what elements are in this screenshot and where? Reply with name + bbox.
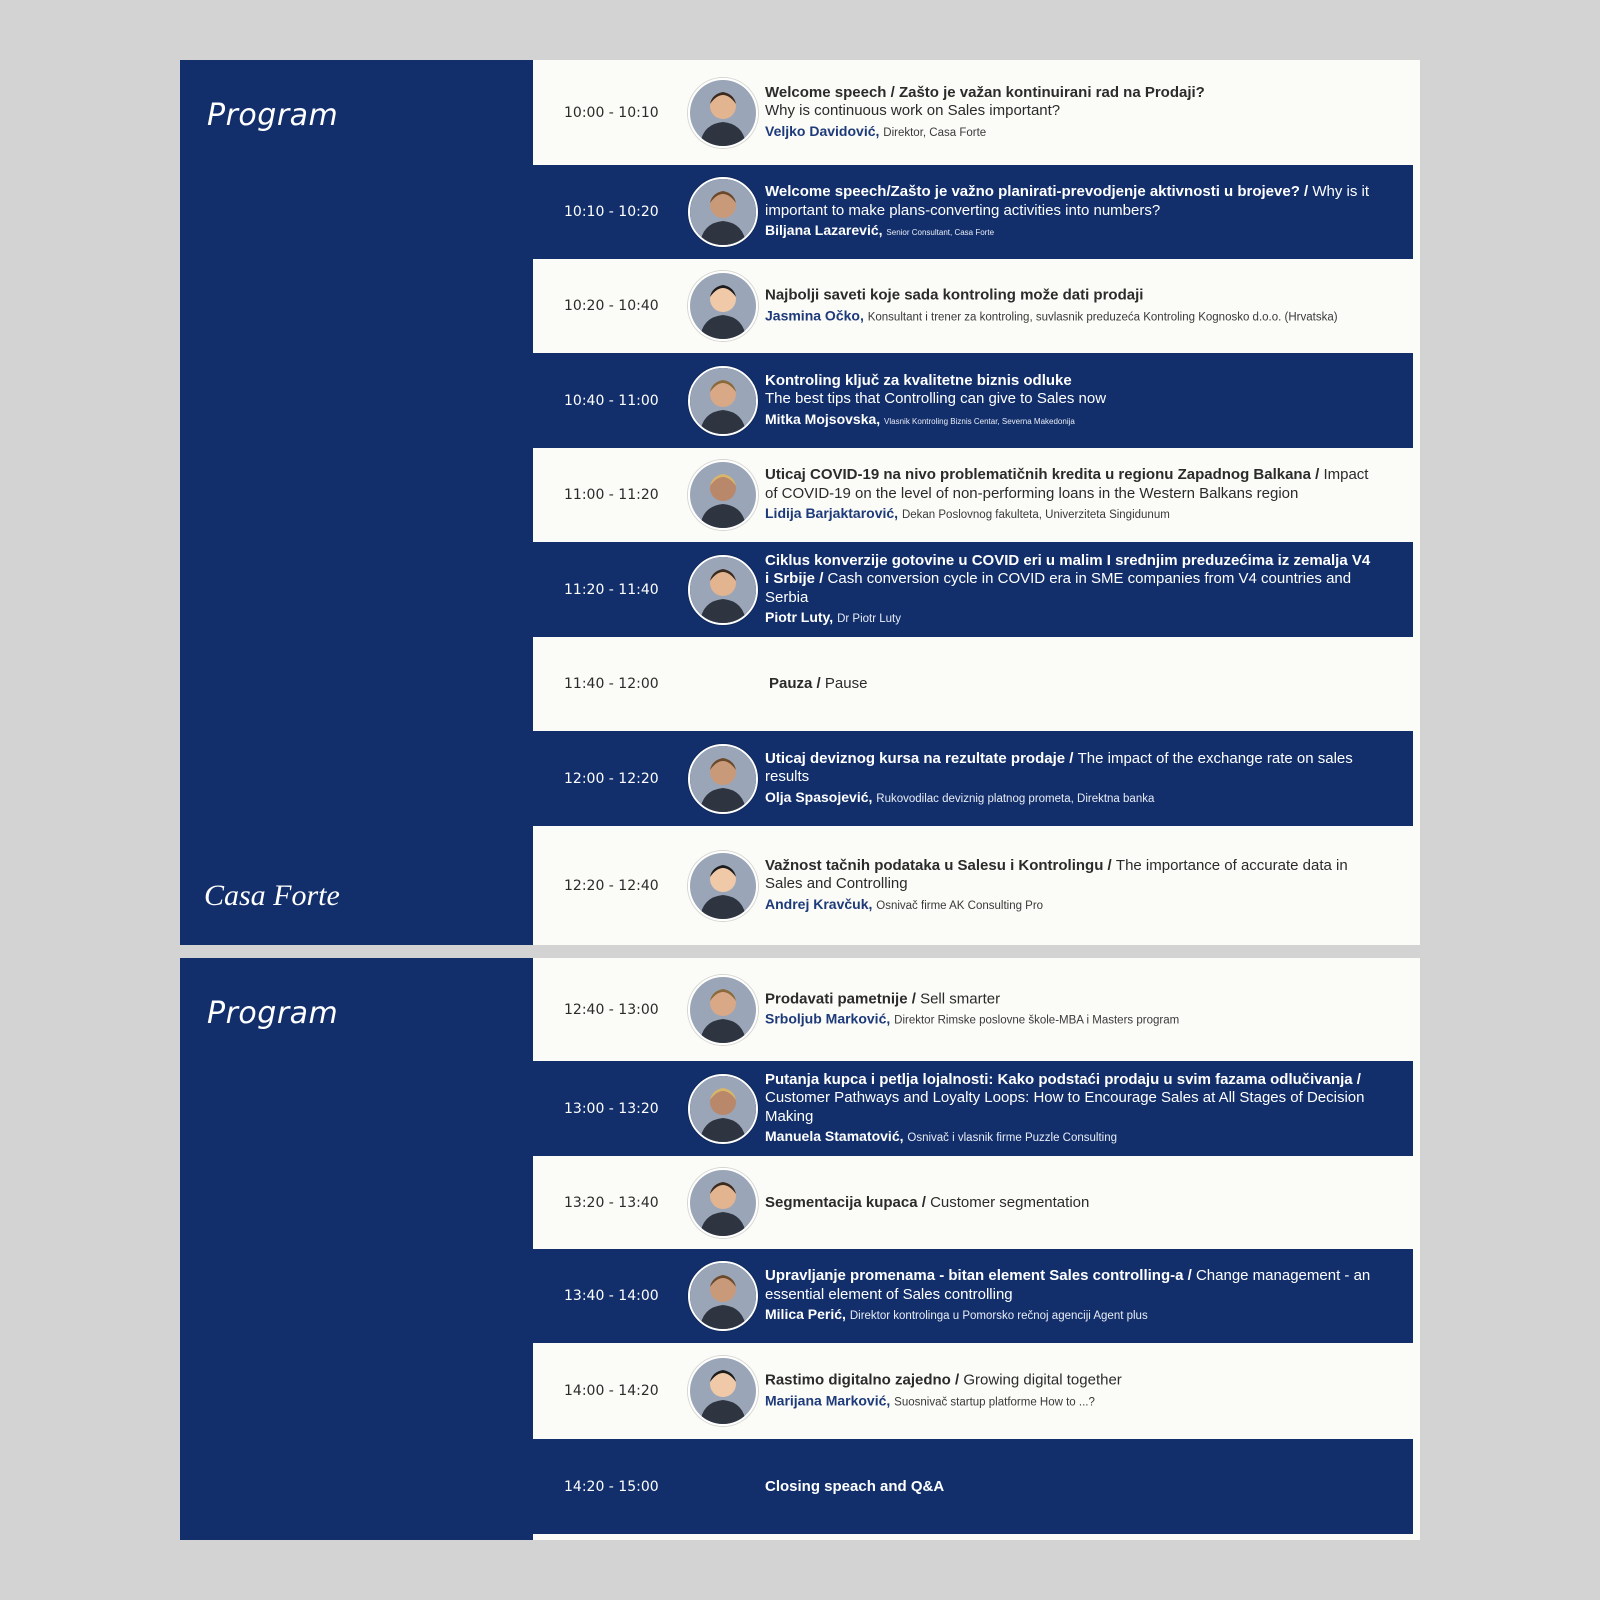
talk-title-local: Welcome speech/Zašto je važno planirati-prevodjenje aktivnosti u brojeve? — [765, 183, 1300, 200]
title-separator: / — [1183, 1267, 1196, 1284]
talk-content — [765, 857, 1373, 915]
talk-title — [765, 286, 1373, 305]
talk-title-local: Rastimo digitalno zajedno — [765, 1371, 951, 1389]
talk-content — [765, 990, 1373, 1030]
talk-title-english: Impact of COVID-19 on the level of non-performing loans in the Western Balkans region — [765, 466, 1369, 502]
talk-title — [765, 1193, 1373, 1212]
talk-content — [765, 750, 1373, 808]
talk-title-local: Putanja kupca i petlja lojalnosti: Kako podstaći prodaju u svim fazama odlučivanja — [765, 1070, 1353, 1088]
schedule-row — [533, 60, 1413, 165]
sidebar — [180, 958, 533, 1540]
program-title: Program — [207, 996, 339, 1031]
talk-title-english: Growing digital together — [963, 1371, 1122, 1389]
talk-content — [765, 466, 1373, 524]
talk-title — [765, 990, 1373, 1009]
schedule-row — [533, 1439, 1413, 1534]
talk-title-local: Prodavati pametnije — [765, 989, 908, 1007]
talk-content — [765, 372, 1373, 430]
talk-title-local: Upravljanje promenama - bitan element Sales controlling-a — [765, 1267, 1184, 1284]
time-slot: 13:40 - 14:00 — [564, 1288, 659, 1304]
time-slot: 10:20 - 10:40 — [564, 298, 659, 314]
program-panel-1 — [180, 60, 1420, 945]
schedule-row — [533, 165, 1413, 259]
talk-title — [765, 857, 1373, 894]
avatar-icon — [688, 366, 758, 436]
speaker-role: Direktor, Casa Forte — [883, 126, 987, 139]
avatar-icon — [688, 1168, 758, 1238]
talk-content — [765, 183, 1373, 241]
talk-title-local: Segmentacija kupaca — [765, 1193, 918, 1211]
talk-title — [769, 675, 1373, 694]
schedule-row — [533, 1156, 1413, 1249]
time-slot: 13:00 - 13:20 — [564, 1100, 659, 1117]
time-slot: 11:20 - 11:40 — [564, 581, 659, 598]
talk-title-english: The importance of accurate data in Sales and Controlling — [765, 856, 1348, 892]
schedule-row — [533, 958, 1413, 1061]
talk-content — [765, 84, 1373, 142]
talk-content — [765, 1267, 1373, 1325]
talk-content — [765, 551, 1373, 628]
talk-title-english: Customer segmentation — [930, 1193, 1090, 1211]
speaker — [765, 1010, 1373, 1029]
avatar-icon — [688, 78, 758, 148]
talk-content — [765, 286, 1373, 326]
brand-name: Casa Forte — [204, 879, 340, 912]
speaker — [765, 222, 1373, 241]
program-panel-2 — [180, 958, 1420, 1540]
avatar-icon — [688, 1261, 758, 1331]
talk-title-local: Ciklus konverzije gotovine u COVID eri u malim I srednjim preduzećima iz zemalja V4 i Srbije — [765, 551, 1371, 587]
speaker — [765, 123, 1373, 142]
speaker-role: Vlasnik Kontroling Biznis Centar, Severna Makedonija — [884, 416, 1075, 426]
time-slot: 14:00 - 14:20 — [564, 1383, 659, 1399]
speaker — [765, 896, 1373, 915]
speaker-name: Mitka Mojsovska, — [765, 410, 881, 427]
speaker — [765, 411, 1373, 430]
speaker-role: Osnivač i vlasnik firme Puzzle Consulting — [907, 1131, 1118, 1144]
speaker-role: Dr Piotr Luty — [837, 612, 901, 625]
schedule-row — [533, 1343, 1413, 1439]
time-slot: 13:20 - 13:40 — [564, 1194, 659, 1211]
talk-title — [765, 84, 1373, 121]
talk-title-english: Customer Pathways and Loyalty Loops: How to Encourage Sales at All Stages of Decision Making — [765, 1088, 1365, 1125]
talk-title — [765, 551, 1373, 607]
speaker — [765, 307, 1373, 326]
speaker-role: Suosnivač startup platforme How to ...? — [894, 1395, 1095, 1408]
time-slot: 12:00 - 12:20 — [564, 770, 659, 787]
talk-title-local: Pauza — [769, 674, 813, 692]
talk-title — [765, 1267, 1373, 1304]
speaker-role: Direktor kontrolinga u Pomorsko rečnoj agenciji Agent plus — [849, 1310, 1148, 1322]
avatar-icon — [688, 460, 758, 530]
speaker-name: Piotr Luty, — [765, 608, 834, 625]
schedule-row — [533, 826, 1413, 945]
avatar-icon — [688, 975, 758, 1045]
talk-content — [769, 675, 1373, 694]
avatar-icon — [688, 1356, 758, 1426]
title-separator: / — [1299, 183, 1313, 200]
avatar-icon — [688, 744, 758, 814]
talk-title-english: Sell smarter — [920, 989, 1001, 1007]
talk-subtitle: The best tips that Controlling can give to Sales now — [765, 390, 1107, 407]
schedule-row — [533, 1249, 1413, 1343]
time-slot: 10:10 - 10:20 — [564, 204, 659, 220]
speaker-role: Dekan Poslovnog fakulteta, Univerziteta Singidunum — [901, 509, 1170, 521]
talk-title — [765, 1070, 1373, 1126]
avatar-icon — [688, 851, 758, 921]
speaker-name: Lidija Barjaktarović, — [765, 505, 899, 521]
avatar-icon — [688, 177, 758, 247]
speaker-role: Konsultant i trener za kontroling, suvlasnik preduzeća Kontroling Kognosko d.o.o. (Hrvatska) — [867, 310, 1338, 323]
talk-title-local: Welcome speech / Zašto je važan kontinuirani rad na Prodaji? — [765, 83, 1205, 101]
talk-content — [765, 1193, 1373, 1212]
program-title: Program — [207, 98, 339, 133]
schedule-row — [533, 353, 1413, 448]
speaker — [765, 609, 1373, 628]
talk-title — [765, 466, 1373, 503]
title-separator: / — [917, 1193, 931, 1211]
title-separator: / — [1352, 1070, 1361, 1088]
title-separator: / — [812, 674, 825, 692]
talk-content — [765, 1371, 1373, 1411]
speaker-name: Manuela Stamatović, — [765, 1127, 904, 1144]
talk-title — [765, 1477, 1373, 1496]
speaker — [765, 505, 1373, 524]
talk-content — [765, 1070, 1373, 1147]
schedule-row — [533, 1061, 1413, 1156]
speaker-role: Direktor Rimske poslovne škole-MBA i Masters program — [894, 1014, 1180, 1027]
sidebar — [180, 60, 533, 945]
speaker-role: Rukovodilac deviznig platnog prometa, Direktna banka — [876, 792, 1155, 805]
talk-title-local: Uticaj deviznog kursa na rezultate prodaje — [765, 749, 1066, 767]
speaker-name: Biljana Lazarević, — [765, 222, 883, 238]
speaker — [765, 789, 1373, 808]
talk-title-local: Najbolji saveti koje sada kontroling može dati prodaji — [765, 286, 1144, 304]
talk-title — [765, 750, 1373, 787]
title-separator: / — [1103, 856, 1116, 874]
speaker — [765, 1392, 1373, 1411]
schedule-row — [533, 448, 1413, 542]
time-slot: 12:40 - 13:00 — [564, 1001, 659, 1018]
talk-content — [765, 1477, 1373, 1496]
time-slot: 12:20 - 12:40 — [564, 877, 659, 894]
speaker-name: Marijana Marković, — [765, 1391, 891, 1408]
talk-title-english: Pause — [824, 674, 868, 692]
speaker-name: Srboljub Marković, — [765, 1010, 891, 1027]
time-slot: 11:40 - 12:00 — [564, 676, 659, 692]
talk-title — [765, 1371, 1373, 1390]
talk-title — [765, 372, 1373, 409]
time-slot: 10:00 - 10:10 — [564, 104, 659, 121]
time-slot: 11:00 - 11:20 — [564, 487, 659, 503]
talk-title-local: Kontroling ključ za kvalitetne biznis odluke — [765, 371, 1072, 389]
talk-title-local: Closing speach and Q&A — [765, 1477, 945, 1495]
title-separator: / — [1065, 749, 1078, 767]
schedule-row — [533, 259, 1413, 353]
talk-title-english: Why is it important to make plans-converting activities into numbers? — [765, 183, 1370, 219]
time-slot: 14:20 - 15:00 — [564, 1478, 659, 1495]
speaker-name: Veljko Davidović, — [765, 122, 880, 139]
time-slot: 10:40 - 11:00 — [564, 392, 659, 409]
title-separator: / — [950, 1371, 964, 1389]
talk-title-english: Cash conversion cycle in COVID era in SME companies from V4 countries and Serbia — [765, 569, 1352, 606]
title-separator: / — [1310, 466, 1324, 483]
speaker-name: Andrej Kravčuk, — [765, 895, 873, 912]
talk-subtitle: Why is continuous work on Sales important? — [765, 102, 1061, 119]
speaker-role: Senior Consultant, Casa Forte — [886, 228, 995, 237]
talk-title-local: Važnost tačnih podataka u Salesu i Kontrolingu — [765, 856, 1104, 874]
avatar-icon — [688, 555, 758, 625]
schedule-row — [533, 637, 1413, 731]
speaker-role: Osnivač firme AK Consulting Pro — [876, 899, 1044, 912]
speaker-name: Olja Spasojević, — [765, 788, 873, 805]
talk-title — [765, 183, 1373, 220]
talk-title-local: Uticaj COVID-19 na nivo problematičnih kredita u regionu Zapadnog Balkana — [765, 466, 1311, 483]
schedule-row — [533, 542, 1413, 637]
speaker — [765, 1306, 1373, 1325]
speaker-name: Milica Perić, — [765, 1306, 846, 1322]
avatar-icon — [688, 271, 758, 341]
title-separator: / — [815, 569, 828, 587]
speaker-name: Jasmina Očko, — [765, 306, 864, 323]
schedule-row — [533, 731, 1413, 826]
title-separator: / — [907, 989, 921, 1007]
speaker — [765, 1128, 1373, 1147]
avatar-icon — [688, 1074, 758, 1144]
talk-title-english: The impact of the exchange rate on sales results — [765, 749, 1353, 785]
talk-title-english: Change management - an essential element of Sales controlling — [765, 1267, 1371, 1303]
